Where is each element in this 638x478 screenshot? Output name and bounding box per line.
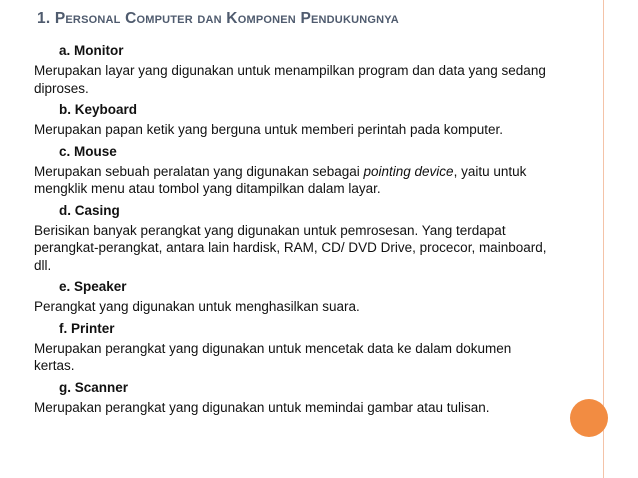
item-heading-keyboard: b. Keyboard <box>59 102 138 117</box>
slide-title-number: 1. <box>37 10 51 27</box>
item-body-scanner: Merupakan perangkat yang digunakan untuk memindai gambar atau tulisan. <box>34 399 490 415</box>
slide-content <box>34 40 554 418</box>
item-body-mouse-italic: pointing device <box>363 163 454 179</box>
item-body-keyboard: Merupakan papan ketik yang berguna untuk memberi perintah pada komputer. <box>34 122 504 137</box>
item-body-monitor: Merupakan layar yang digunakan untuk menampilkan program dan data yang sedang diproses. <box>34 63 546 96</box>
item-body-mouse <box>34 163 554 200</box>
item-heading-casing: d. Casing <box>59 202 120 218</box>
item-body-speaker: Perangkat yang digunakan untuk menghasilkan suara. <box>34 299 360 314</box>
item-heading-scanner: g. Scanner <box>59 379 129 395</box>
item-body-mouse-after: , yaitu untuk mengklik menu atau tombol yang ditampilkan dalam layar. <box>34 163 527 196</box>
slide-title <box>37 10 399 28</box>
item-heading-printer: f. Printer <box>59 320 115 336</box>
item-body-printer: Merupakan perangkat yang digunakan untuk mencetak data ke dalam dokumen kertas. <box>34 340 512 373</box>
item-body-mouse-before: Merupakan sebuah peralatan yang digunakan sebagai <box>34 163 364 179</box>
slide-title-text: Personal Computer dan Komponen Pendukungnya <box>54 10 399 27</box>
item-heading-monitor: a. Monitor <box>59 43 124 58</box>
accent-circle-decoration <box>570 399 608 437</box>
item-heading-mouse: c. Mouse <box>59 143 117 159</box>
item-heading-speaker: e. Speaker <box>59 279 127 294</box>
item-body-casing: Berisikan banyak perangkat yang digunakan untuk pemrosesan. Yang terdapat perangkat-perangkat, antara lain hardisk, RAM, CD/ DVD Drive, procecor, mainboard, dll. <box>34 222 547 273</box>
